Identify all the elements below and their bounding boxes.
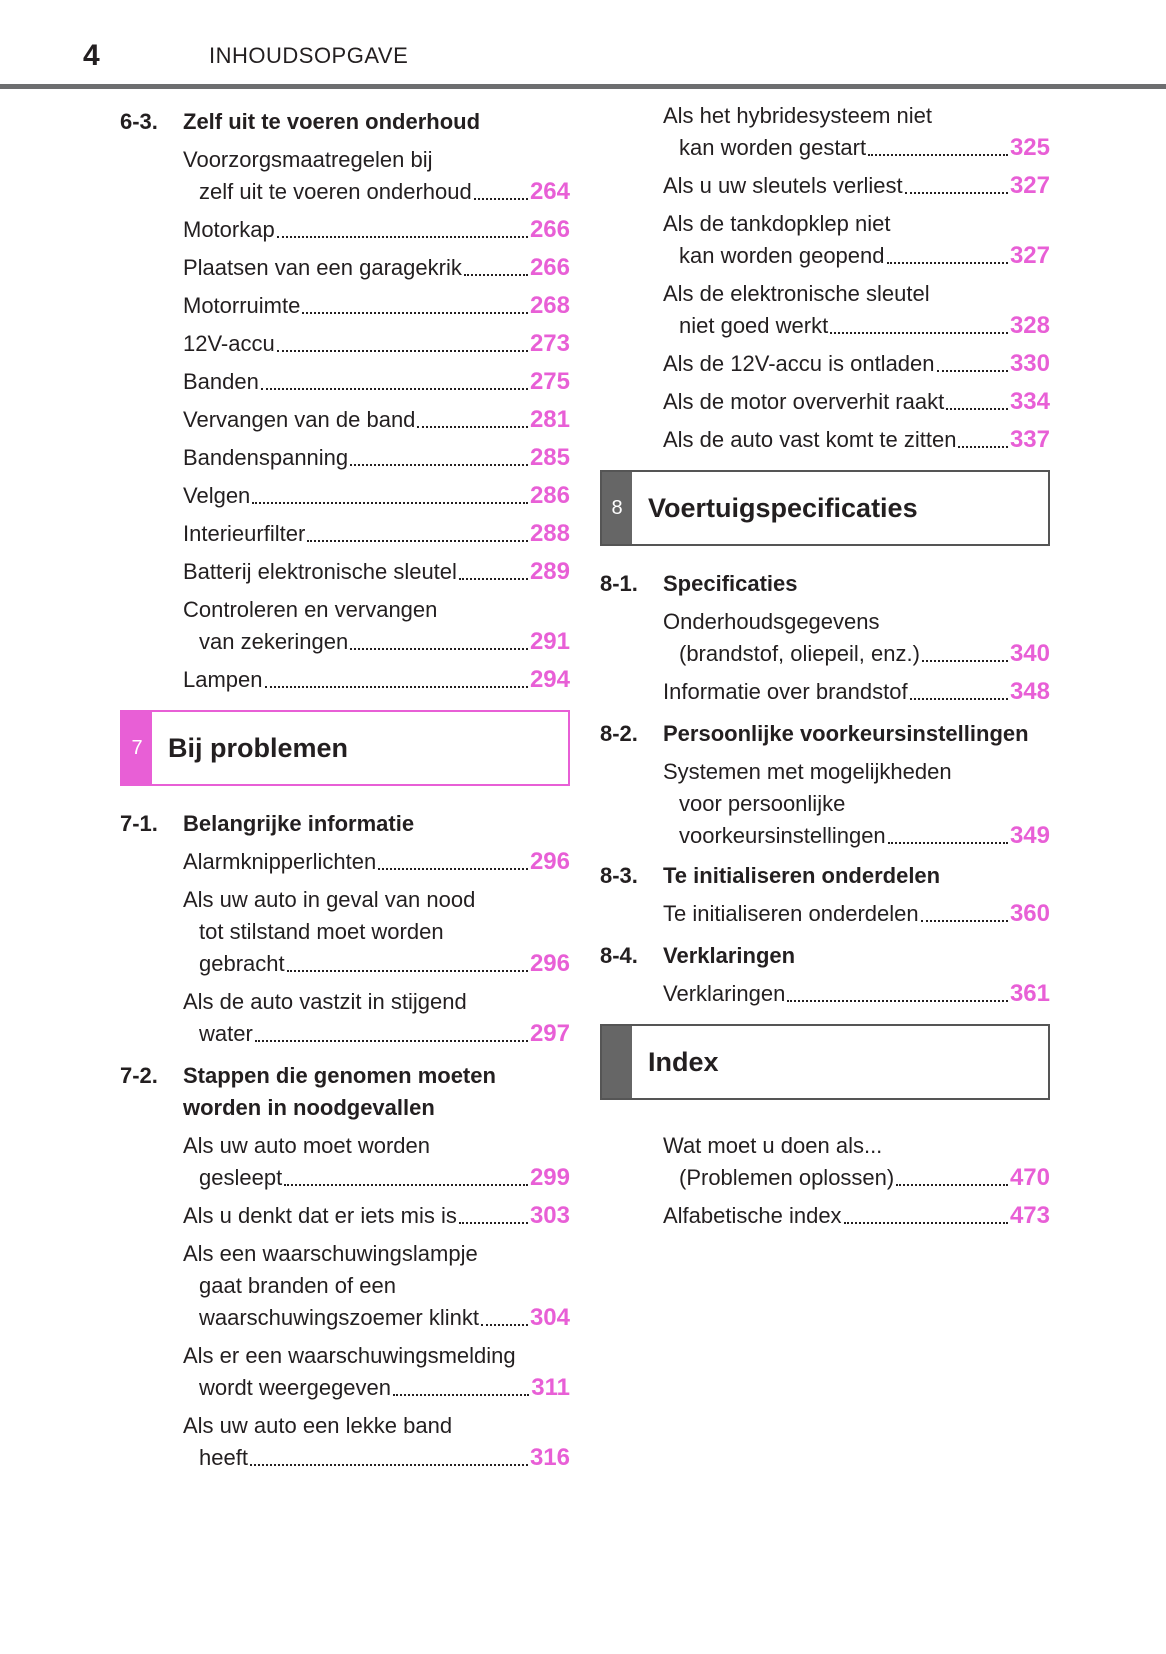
page-ref[interactable]: 316 [529, 1444, 570, 1471]
toc-right-column [600, 100, 1050, 1232]
toc-entry[interactable]: Informatie over brandstof 348 [600, 676, 1050, 708]
page-ref[interactable]: 327 [1009, 172, 1050, 199]
chapter-8-banner [600, 470, 1050, 546]
page-ref[interactable]: 349 [1009, 822, 1050, 849]
toc-entry[interactable]: Te initialiseren onderdelen 360 [600, 898, 1050, 930]
page-ref[interactable]: 294 [529, 666, 570, 693]
page-ref[interactable]: 268 [529, 292, 570, 319]
toc-entry[interactable]: Als de auto vast komt te zitten 337 [600, 424, 1050, 456]
page-number: 4 [83, 39, 100, 72]
section-heading: 7-1. Belangrijke informatie [120, 811, 415, 836]
page-ref[interactable]: 311 [531, 1374, 570, 1401]
toc-entry[interactable]: Bandenspanning 285 [120, 442, 570, 474]
page-ref[interactable]: 266 [529, 216, 570, 243]
page-title: INHOUDSOPGAVE [209, 43, 409, 68]
toc-entry[interactable]: Als de tankdopklep niet kan worden geopend 327 [600, 208, 1050, 272]
page-ref[interactable]: 361 [1009, 980, 1050, 1007]
page-ref[interactable]: 291 [529, 628, 570, 655]
toc-entry[interactable]: Verklaringen 361 [600, 978, 1050, 1010]
toc-entry[interactable]: Als een waarschuwingslampje gaat branden of een waarschuwingszoemer klinkt 304 [120, 1238, 570, 1334]
page-ref[interactable]: 334 [1009, 388, 1050, 415]
page-ref[interactable]: 473 [1009, 1202, 1050, 1229]
toc-entry[interactable]: Voorzorgsmaatregelen bij zelf uit te voeren onderhoud 264 [120, 144, 570, 208]
section-heading: 8-2. Persoonlijke voorkeursinstellingen [600, 721, 1029, 746]
toc-entry[interactable]: Alfabetische index 473 [600, 1200, 1050, 1232]
toc-entry[interactable]: Als uw auto een lekke band heeft 316 [120, 1410, 570, 1474]
page-ref[interactable]: 296 [529, 848, 570, 875]
toc-entry[interactable]: 12V-accu 273 [120, 328, 570, 360]
page-ref[interactable]: 330 [1009, 350, 1050, 377]
toc-entry[interactable]: Als de auto vastzit in stijgend water 297 [120, 986, 570, 1050]
page-ref[interactable]: 340 [1009, 640, 1050, 667]
toc-entry[interactable]: Als u denkt dat er iets mis is 303 [120, 1200, 570, 1232]
toc-entry[interactable]: Motorruimte 268 [120, 290, 570, 322]
page-ref[interactable]: 304 [529, 1304, 570, 1331]
section-heading: 6-3. Zelf uit te voeren onderhoud [120, 109, 481, 134]
index-banner [600, 1024, 1050, 1100]
page-ref[interactable]: 337 [1009, 426, 1050, 453]
toc-entry[interactable]: Als u uw sleutels verliest 327 [600, 170, 1050, 202]
toc-entry[interactable]: Wat moet u doen als... (Problemen oplossen) 470 [600, 1130, 1050, 1194]
page-ref[interactable]: 325 [1009, 134, 1050, 161]
page-ref[interactable]: 289 [529, 558, 570, 585]
toc-entry[interactable]: Als er een waarschuwingsmelding wordt weergegeven 311 [120, 1340, 570, 1404]
page-ref[interactable]: 327 [1009, 242, 1050, 269]
toc-entry[interactable]: Banden 275 [120, 366, 570, 398]
chapter-title: Voertuigspecificaties [648, 492, 918, 523]
page-header [0, 0, 1166, 92]
chapter-7-banner [120, 710, 570, 786]
chapter-title: Bij problemen [168, 732, 349, 763]
page-ref[interactable]: 275 [529, 368, 570, 395]
toc-entry[interactable]: Plaatsen van een garagekrik 266 [120, 252, 570, 284]
toc-entry[interactable]: Als de elektronische sleutel niet goed werkt 328 [600, 278, 1050, 342]
toc-entry[interactable]: Velgen 286 [120, 480, 570, 512]
toc-entry[interactable]: Onderhoudsgegevens (brandstof, oliepeil, enz.) 340 [600, 606, 1050, 670]
page-ref[interactable]: 470 [1009, 1164, 1050, 1191]
page-ref[interactable]: 360 [1009, 900, 1050, 927]
page-ref[interactable]: 286 [529, 482, 570, 509]
section-heading: 8-4. Verklaringen [600, 943, 796, 968]
page-ref[interactable]: 285 [529, 444, 570, 471]
section-heading: 7-2. Stappen die genomen moeten worden in noodgevallen [120, 1063, 496, 1120]
toc-entry[interactable]: Controleren en vervangen van zekeringen 291 [120, 594, 570, 658]
page-ref[interactable]: 266 [529, 254, 570, 281]
toc-entry[interactable]: Systemen met mogelijkheden voor persoonlijke voorkeursinstellingen 349 [600, 756, 1050, 852]
page-ref[interactable]: 288 [529, 520, 570, 547]
section-heading: 8-1. Specificaties [600, 571, 798, 596]
toc-entry[interactable]: Als uw auto moet worden gesleept 299 [120, 1130, 570, 1194]
page-ref[interactable]: 281 [529, 406, 570, 433]
page-ref[interactable]: 273 [529, 330, 570, 357]
toc-entry[interactable]: Motorkap 266 [120, 214, 570, 246]
toc-entry[interactable]: Vervangen van de band 281 [120, 404, 570, 436]
section-heading: 8-3. Te initialiseren onderdelen [600, 863, 941, 888]
page-ref[interactable]: 264 [529, 178, 570, 205]
chapter-number: 8 [602, 472, 632, 544]
toc-entry[interactable]: Als de motor oververhit raakt 334 [600, 386, 1050, 418]
toc-entry[interactable]: Batterij elektronische sleutel 289 [120, 556, 570, 588]
toc-entry[interactable]: Alarmknipperlichten 296 [120, 846, 570, 878]
toc-entry[interactable]: Als uw auto in geval van nood tot stilstand moet worden gebracht 296 [120, 884, 570, 980]
chapter-title: Index [648, 1046, 719, 1077]
page-ref[interactable]: 328 [1009, 312, 1050, 339]
chapter-number: 7 [122, 712, 152, 784]
header-divider [0, 84, 1166, 89]
toc-entry[interactable]: Interieurfilter 288 [120, 518, 570, 550]
page-ref[interactable]: 303 [529, 1202, 570, 1229]
page-ref[interactable]: 297 [529, 1020, 570, 1047]
toc-left-column [120, 100, 570, 1474]
page-ref[interactable]: 296 [529, 950, 570, 977]
toc-entry[interactable]: Als het hybridesysteem niet kan worden gestart 325 [600, 100, 1050, 164]
toc-entry[interactable]: Lampen 294 [120, 664, 570, 696]
page-ref[interactable]: 299 [529, 1164, 570, 1191]
toc-entry[interactable]: Als de 12V-accu is ontladen 330 [600, 348, 1050, 380]
page-ref[interactable]: 348 [1009, 678, 1050, 705]
